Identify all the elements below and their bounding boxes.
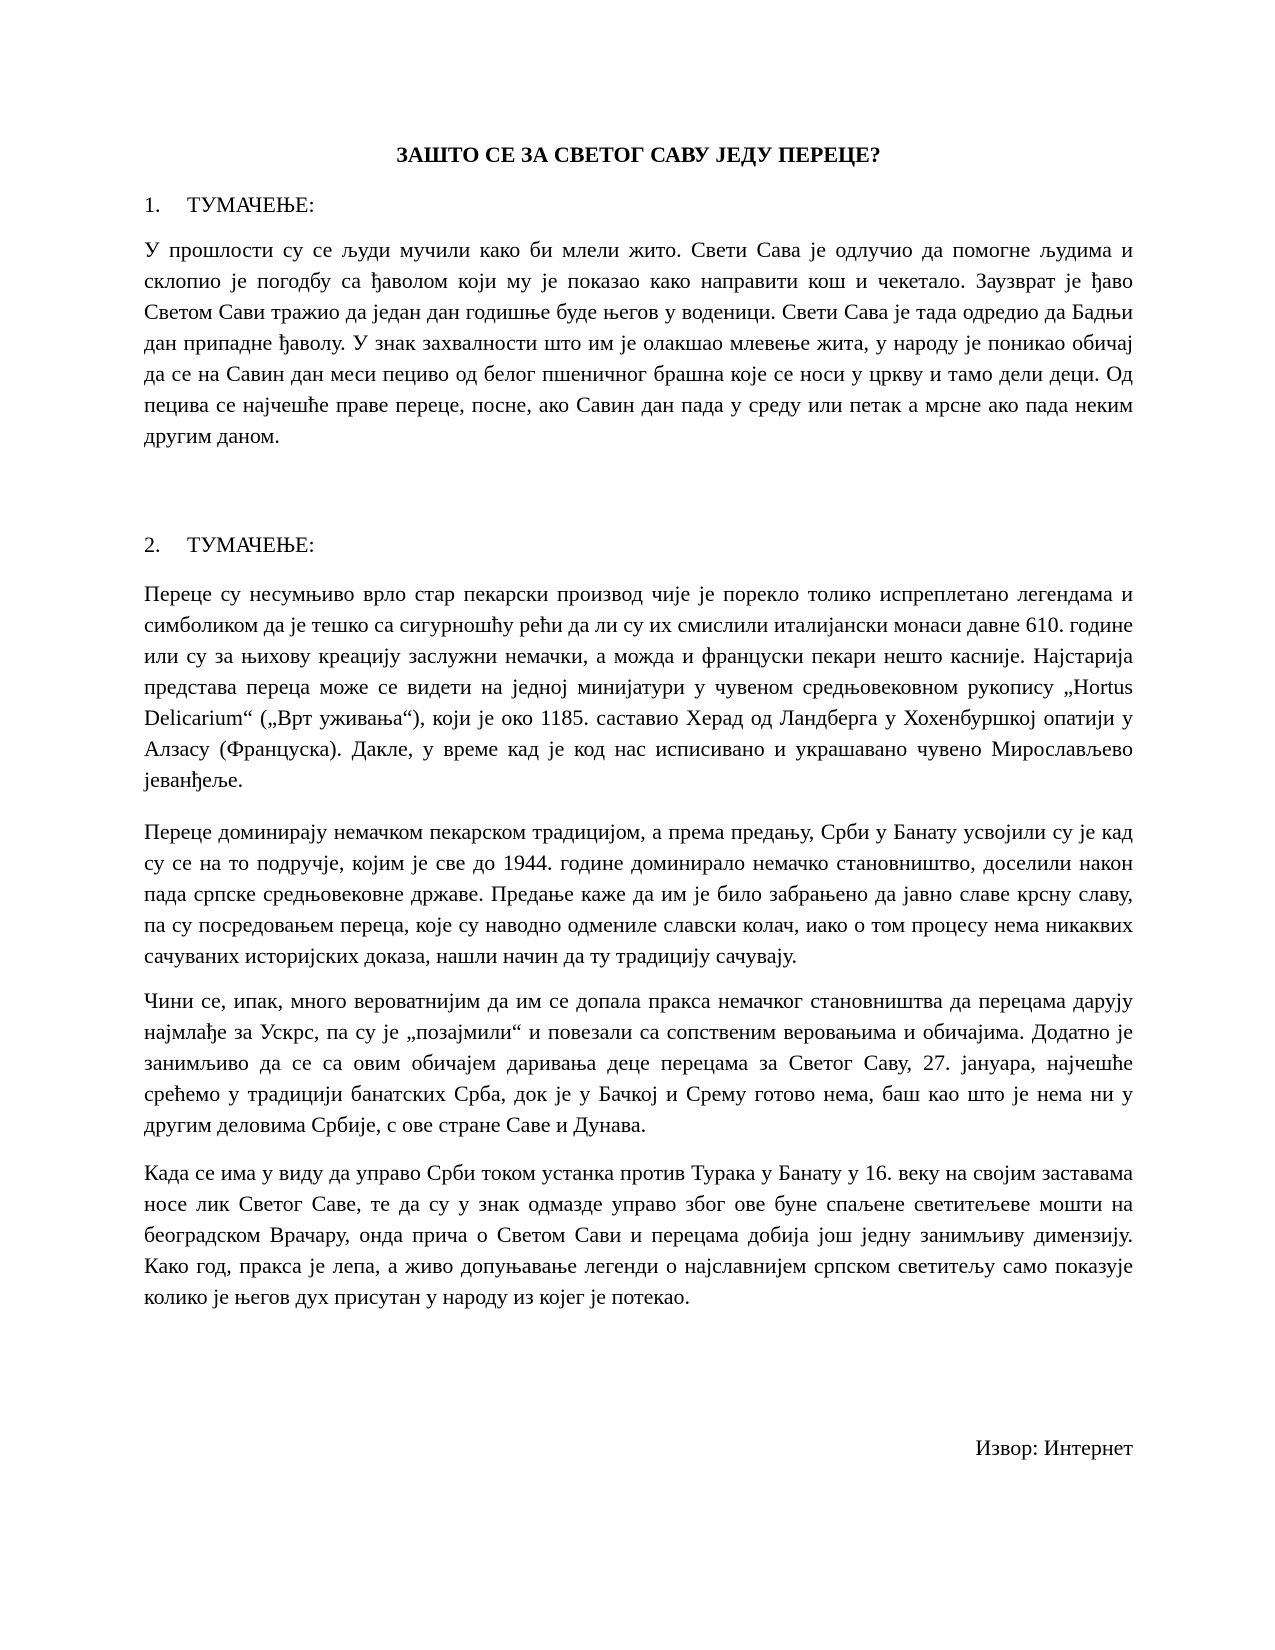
section-1-heading [144,189,1133,220]
source-line: Извор: Интернет [975,1435,1133,1460]
section-2-heading [144,529,1133,560]
section-2-paragraph-4: Када се има у виду да управо Срби током устанка против Турака у Банату у 16. веку на својим заставама носе лик Светог Саве, те да су у знак одмазде управо због ове буне спаљене светитељеве мошти на београдском Врачару, онда прича о Светом Сави и перецама добија још једну занимљиву димензију. Како год, пракса је лепа, а живо допуњавање легенди о најславнијем српском светитељу само показује колико је његов дух присутан у народу из којег је потекао. [144,1160,1133,1309]
section-1-paragraph-1: У прошлости су се људи мучили како би млели жито. Свети Сава је одлучио да помогне људима и склопио је погодбу са ђаволом који му је показао како направити кош и чекетало. Заузврат је ђаво Светом Сави тражио да један дан годишње буде његов у воденици. Свети Сава је тада одредио да Бадњи дан припадне ђаволу. У знак захвалности што им је олакшао млевење жита, у народу је поникао обичај да се на Савин дан меси пециво од белог пшеничног брашна које се носи у цркву и тамо дели деци. Од пецива се најчешће праве переце, посне, ако Савин дан пада у среду или петак а мрсне ако пада неким другим даном. [144,237,1133,448]
section-1-label: ТУМАЧЕЊЕ: [187,192,315,217]
section-2-paragraph-2: Переце доминирају немачком пекарском традицијом, а према предању, Срби у Банату усвојили су је кад су се на то подручје, којим је све до 1944. године доминирало немачко становништво, доселили након пада српске средњовековне државе. Предање каже да им је било забрањено да јавно славе крсну славу, па су посредовањем переца, које су наводно одмениле славски колач, иако о том процесу нема никаквих сачуваних историјских доказа, нашли начин да ту традицију сачувају. [144,819,1133,968]
section-2-paragraph-3: Чини се, ипак, много вероватнијим да им се допала пракса немачког становништва да перецама дарују најмлађе за Ускрс, па су је „позајмили“ и повезали са сопственим веровањима и обичајима. Додатно је занимљиво да се са овим обичајем даривања деце перецама за Светог Саву, 27. јануара, најчешће срећемо у традицији банатских Срба, док је у Бачкој и Срему готово нема, баш као што је нема ни у другим деловима Србије, с ове стране Саве и Дунава. [144,988,1133,1137]
document-title: ЗАШТО СЕ ЗА СВЕТОГ САВУ ЈЕДУ ПЕРЕЦЕ? [396,142,881,167]
section-2-number: 2. [144,532,161,557]
section-2-label: ТУМАЧЕЊЕ: [187,532,315,557]
section-1-number: 1. [144,192,161,217]
section-2-paragraph-1: Переце су несумњиво врло стар пекарски производ чије је порекло толико испреплетано легендама и симболиком да је тешко са сигурношћу рећи да ли су их смислили италијански монаси давне 610. године или су за њихову креацију заслужни немачки, а можда и француски пекари нешто касније. Најстарија представа переца може се видети на једној минијатури у чувеном средњовековном рукопису „Hortus Delicarium“ („Врт уживања“), који је око 1185. саставио Херад од Ландберга у Хохенбуршкој опатији у Алзасу (Француска). Дакле, у време кад је код нас исписивано и украшавано чувено Мирослављево јеванђеље. [144,581,1133,792]
